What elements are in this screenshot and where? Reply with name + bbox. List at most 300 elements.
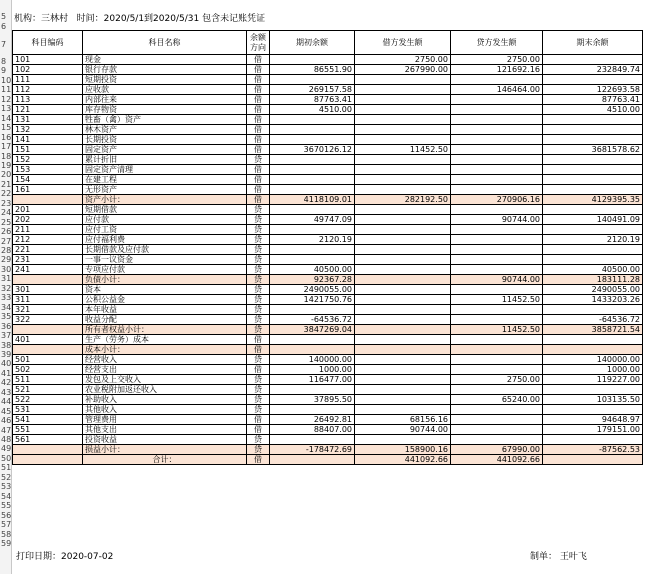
cell-dir[interactable]: 借 bbox=[247, 85, 270, 95]
row-number[interactable]: 13 bbox=[1, 104, 12, 114]
col-opening-header[interactable]: 期初余额 bbox=[270, 31, 355, 55]
cell-credit[interactable] bbox=[451, 145, 543, 155]
row-number[interactable]: 47 bbox=[1, 425, 12, 435]
row-number[interactable]: 46 bbox=[1, 416, 12, 426]
cell-opening[interactable] bbox=[270, 155, 355, 165]
cell-dir[interactable]: 借 bbox=[247, 95, 270, 105]
cell-name[interactable]: 应付福利费 bbox=[83, 235, 247, 245]
cell-name[interactable]: 固定资产清理 bbox=[83, 165, 247, 175]
cell-opening[interactable]: 92367.28 bbox=[270, 275, 355, 285]
cell-code[interactable]: 241 bbox=[13, 265, 83, 275]
cell-name[interactable]: 一事一议资金 bbox=[83, 255, 247, 265]
cell-credit[interactable]: 65240.00 bbox=[451, 395, 543, 405]
cell-credit[interactable] bbox=[451, 425, 543, 435]
cell-opening[interactable]: 88407.00 bbox=[270, 425, 355, 435]
cell-closing[interactable] bbox=[543, 75, 643, 85]
cell-code[interactable] bbox=[13, 275, 83, 285]
row-number[interactable]: 20 bbox=[1, 170, 12, 180]
cell-name[interactable]: 长期投资 bbox=[83, 135, 247, 145]
cell-closing[interactable]: 140000.00 bbox=[543, 355, 643, 365]
cell-name[interactable]: 成本小计： bbox=[83, 345, 247, 355]
row-number[interactable]: 33 bbox=[1, 293, 12, 303]
cell-closing[interactable] bbox=[543, 55, 643, 65]
row-number[interactable]: 16 bbox=[1, 132, 12, 142]
row-number[interactable]: 55 bbox=[1, 501, 12, 511]
row-number[interactable]: 42 bbox=[1, 378, 12, 388]
cell-closing[interactable]: 140491.09 bbox=[543, 215, 643, 225]
cell-code[interactable]: 212 bbox=[13, 235, 83, 245]
cell-debit[interactable] bbox=[355, 335, 451, 345]
cell-name[interactable]: 其他收入 bbox=[83, 405, 247, 415]
cell-dir[interactable]: 借 bbox=[247, 415, 270, 425]
cell-opening[interactable] bbox=[270, 115, 355, 125]
cell-dir[interactable]: 贷 bbox=[247, 295, 270, 305]
cell-code[interactable] bbox=[13, 345, 83, 355]
cell-credit[interactable] bbox=[451, 225, 543, 235]
cell-dir[interactable]: 借 bbox=[247, 345, 270, 355]
cell-code[interactable]: 131 bbox=[13, 115, 83, 125]
cell-closing[interactable]: 1000.00 bbox=[543, 365, 643, 375]
cell-opening[interactable]: 116477.00 bbox=[270, 375, 355, 385]
cell-closing[interactable]: -87562.53 bbox=[543, 445, 643, 455]
cell-closing[interactable] bbox=[543, 255, 643, 265]
cell-dir[interactable]: 贷 bbox=[247, 285, 270, 295]
cell-code[interactable]: 154 bbox=[13, 175, 83, 185]
cell-credit[interactable] bbox=[451, 105, 543, 115]
cell-code[interactable]: 511 bbox=[13, 375, 83, 385]
cell-closing[interactable] bbox=[543, 115, 643, 125]
cell-debit[interactable] bbox=[355, 265, 451, 275]
cell-opening[interactable]: 3670126.12 bbox=[270, 145, 355, 155]
cell-opening[interactable] bbox=[270, 205, 355, 215]
cell-name[interactable]: 林木资产 bbox=[83, 125, 247, 135]
cell-opening[interactable] bbox=[270, 435, 355, 445]
cell-code[interactable]: 202 bbox=[13, 215, 83, 225]
row-number[interactable]: 21 bbox=[1, 179, 12, 189]
cell-name[interactable]: 银行存款 bbox=[83, 65, 247, 75]
row-number[interactable]: 56 bbox=[1, 510, 12, 520]
cell-closing[interactable]: 3681578.62 bbox=[543, 145, 643, 155]
row-number[interactable]: 27 bbox=[1, 236, 12, 246]
cell-credit[interactable] bbox=[451, 95, 543, 105]
cell-code[interactable]: 301 bbox=[13, 285, 83, 295]
cell-name[interactable]: 应付工资 bbox=[83, 225, 247, 235]
cell-dir[interactable]: 贷 bbox=[247, 385, 270, 395]
row-number[interactable]: 11 bbox=[1, 85, 12, 95]
cell-opening[interactable] bbox=[270, 185, 355, 195]
cell-credit[interactable] bbox=[451, 75, 543, 85]
cell-name[interactable]: 长期借款及应付款 bbox=[83, 245, 247, 255]
row-number[interactable]: 36 bbox=[1, 321, 12, 331]
row-number[interactable]: 53 bbox=[1, 482, 12, 492]
cell-opening[interactable] bbox=[270, 405, 355, 415]
cell-opening[interactable]: 40500.00 bbox=[270, 265, 355, 275]
cell-dir[interactable]: 贷 bbox=[247, 315, 270, 325]
cell-credit[interactable]: 146464.00 bbox=[451, 85, 543, 95]
row-number[interactable]: 57 bbox=[1, 520, 12, 530]
cell-credit[interactable] bbox=[451, 365, 543, 375]
cell-code[interactable]: 551 bbox=[13, 425, 83, 435]
cell-code[interactable]: 101 bbox=[13, 55, 83, 65]
row-number[interactable]: 45 bbox=[1, 406, 12, 416]
cell-debit[interactable] bbox=[355, 215, 451, 225]
row-number[interactable]: 25 bbox=[1, 217, 12, 227]
cell-name[interactable]: 资产小计： bbox=[83, 195, 247, 205]
row-number[interactable]: 52 bbox=[1, 472, 12, 482]
cell-dir[interactable]: 借 bbox=[247, 115, 270, 125]
row-number[interactable]: 14 bbox=[1, 113, 12, 123]
cell-dir[interactable]: 贷 bbox=[247, 355, 270, 365]
row-number[interactable]: 8 bbox=[1, 57, 7, 66]
cell-dir[interactable]: 借 bbox=[247, 135, 270, 145]
cell-credit[interactable] bbox=[451, 415, 543, 425]
cell-credit[interactable] bbox=[451, 125, 543, 135]
cell-code[interactable]: 501 bbox=[13, 355, 83, 365]
cell-debit[interactable] bbox=[355, 115, 451, 125]
cell-debit[interactable] bbox=[355, 95, 451, 105]
cell-closing[interactable] bbox=[543, 245, 643, 255]
cell-credit[interactable]: 90744.00 bbox=[451, 215, 543, 225]
row-number[interactable]: 12 bbox=[1, 94, 12, 104]
cell-name[interactable]: 负债小计： bbox=[83, 275, 247, 285]
cell-debit[interactable] bbox=[355, 155, 451, 165]
cell-debit[interactable]: 158900.16 bbox=[355, 445, 451, 455]
cell-closing[interactable]: 1433203.26 bbox=[543, 295, 643, 305]
cell-debit[interactable] bbox=[355, 85, 451, 95]
cell-debit[interactable]: 282192.50 bbox=[355, 195, 451, 205]
cell-code[interactable]: 521 bbox=[13, 385, 83, 395]
cell-credit[interactable] bbox=[451, 155, 543, 165]
cell-code[interactable]: 141 bbox=[13, 135, 83, 145]
cell-debit[interactable] bbox=[355, 135, 451, 145]
cell-debit[interactable]: 11452.50 bbox=[355, 145, 451, 155]
cell-debit[interactable]: 2750.00 bbox=[355, 55, 451, 65]
cell-debit[interactable]: 68156.16 bbox=[355, 415, 451, 425]
cell-debit[interactable] bbox=[355, 75, 451, 85]
cell-closing[interactable] bbox=[543, 385, 643, 395]
cell-name[interactable]: 公积公益金 bbox=[83, 295, 247, 305]
cell-code[interactable]: 201 bbox=[13, 205, 83, 215]
cell-credit[interactable] bbox=[451, 385, 543, 395]
cell-dir[interactable]: 贷 bbox=[247, 265, 270, 275]
cell-code[interactable]: 221 bbox=[13, 245, 83, 255]
cell-dir[interactable]: 借 bbox=[247, 365, 270, 375]
cell-credit[interactable] bbox=[451, 115, 543, 125]
row-number[interactable]: 38 bbox=[1, 340, 12, 350]
row-number[interactable]: 6 bbox=[1, 22, 7, 31]
cell-name[interactable]: 累计折旧 bbox=[83, 155, 247, 165]
cell-opening[interactable] bbox=[270, 305, 355, 315]
cell-debit[interactable] bbox=[355, 245, 451, 255]
cell-dir[interactable]: 借 bbox=[247, 455, 270, 465]
cell-opening[interactable] bbox=[270, 255, 355, 265]
row-number[interactable]: 58 bbox=[1, 529, 12, 539]
cell-debit[interactable]: 267990.00 bbox=[355, 65, 451, 75]
cell-dir[interactable]: 贷 bbox=[247, 155, 270, 165]
cell-opening[interactable]: 87763.41 bbox=[270, 95, 355, 105]
cell-opening[interactable] bbox=[270, 335, 355, 345]
cell-credit[interactable]: 2750.00 bbox=[451, 375, 543, 385]
cell-dir[interactable]: 贷 bbox=[247, 445, 270, 455]
cell-credit[interactable]: 11452.50 bbox=[451, 325, 543, 335]
cell-closing[interactable]: 179151.00 bbox=[543, 425, 643, 435]
cell-closing[interactable]: 103135.50 bbox=[543, 395, 643, 405]
cell-credit[interactable] bbox=[451, 245, 543, 255]
cell-dir[interactable]: 贷 bbox=[247, 435, 270, 445]
cell-code[interactable]: 311 bbox=[13, 295, 83, 305]
cell-credit[interactable]: 90744.00 bbox=[451, 275, 543, 285]
cell-name[interactable]: 本年收益 bbox=[83, 305, 247, 315]
cell-code[interactable]: 321 bbox=[13, 305, 83, 315]
cell-credit[interactable] bbox=[451, 335, 543, 345]
cell-dir[interactable]: 贷 bbox=[247, 235, 270, 245]
cell-closing[interactable] bbox=[543, 335, 643, 345]
row-number[interactable]: 10 bbox=[1, 75, 12, 85]
cell-code[interactable] bbox=[13, 455, 83, 465]
col-code-header[interactable]: 科目编码 bbox=[13, 31, 83, 55]
cell-debit[interactable] bbox=[355, 235, 451, 245]
cell-debit[interactable] bbox=[355, 205, 451, 215]
cell-opening[interactable] bbox=[270, 175, 355, 185]
cell-code[interactable]: 113 bbox=[13, 95, 83, 105]
cell-code[interactable]: 401 bbox=[13, 335, 83, 345]
row-number[interactable]: 59 bbox=[1, 538, 12, 548]
cell-debit[interactable] bbox=[355, 225, 451, 235]
row-number[interactable]: 26 bbox=[1, 227, 12, 237]
cell-code[interactable]: 152 bbox=[13, 155, 83, 165]
cell-closing[interactable] bbox=[543, 455, 643, 465]
row-number[interactable]: 19 bbox=[1, 160, 12, 170]
cell-name[interactable]: 经营收入 bbox=[83, 355, 247, 365]
cell-code[interactable]: 541 bbox=[13, 415, 83, 425]
row-number[interactable]: 23 bbox=[1, 198, 12, 208]
cell-name[interactable]: 管理费用 bbox=[83, 415, 247, 425]
row-number[interactable]: 28 bbox=[1, 246, 12, 255]
cell-credit[interactable] bbox=[451, 185, 543, 195]
cell-opening[interactable]: 4118109.01 bbox=[270, 195, 355, 205]
cell-name[interactable]: 专项应付款 bbox=[83, 265, 247, 275]
cell-dir[interactable]: 借 bbox=[247, 165, 270, 175]
cell-closing[interactable] bbox=[543, 305, 643, 315]
cell-code[interactable]: 231 bbox=[13, 255, 83, 265]
cell-dir[interactable]: 借 bbox=[247, 335, 270, 345]
cell-dir[interactable]: 借 bbox=[247, 195, 270, 205]
cell-code[interactable]: 502 bbox=[13, 365, 83, 375]
cell-credit[interactable]: 121692.16 bbox=[451, 65, 543, 75]
row-number[interactable]: 54 bbox=[1, 491, 12, 501]
cell-closing[interactable] bbox=[543, 205, 643, 215]
cell-code[interactable] bbox=[13, 195, 83, 205]
col-credit-header[interactable]: 贷方发生额 bbox=[451, 31, 543, 55]
cell-debit[interactable] bbox=[355, 345, 451, 355]
cell-closing[interactable]: 119227.00 bbox=[543, 375, 643, 385]
cell-name[interactable]: 内部往来 bbox=[83, 95, 247, 105]
row-number[interactable]: 44 bbox=[1, 397, 12, 407]
cell-debit[interactable] bbox=[355, 325, 451, 335]
cell-dir[interactable]: 贷 bbox=[247, 225, 270, 235]
cell-name[interactable]: 投资收益 bbox=[83, 435, 247, 445]
row-number[interactable]: 24 bbox=[1, 208, 12, 218]
cell-credit[interactable] bbox=[451, 285, 543, 295]
cell-credit[interactable] bbox=[451, 315, 543, 325]
cell-opening[interactable] bbox=[270, 245, 355, 255]
cell-closing[interactable] bbox=[543, 175, 643, 185]
cell-dir[interactable]: 贷 bbox=[247, 305, 270, 315]
cell-dir[interactable]: 借 bbox=[247, 175, 270, 185]
cell-debit[interactable] bbox=[355, 385, 451, 395]
cell-dir[interactable]: 借 bbox=[247, 75, 270, 85]
cell-closing[interactable] bbox=[543, 135, 643, 145]
cell-credit[interactable] bbox=[451, 305, 543, 315]
cell-debit[interactable] bbox=[355, 305, 451, 315]
cell-credit[interactable]: 67990.00 bbox=[451, 445, 543, 455]
cell-dir[interactable]: 贷 bbox=[247, 275, 270, 285]
row-number[interactable]: 29 bbox=[1, 255, 12, 265]
cell-code[interactable]: 522 bbox=[13, 395, 83, 405]
cell-debit[interactable] bbox=[355, 295, 451, 305]
cell-code[interactable]: 322 bbox=[13, 315, 83, 325]
cell-name[interactable]: 收益分配 bbox=[83, 315, 247, 325]
cell-opening[interactable]: 1000.00 bbox=[270, 365, 355, 375]
cell-name[interactable]: 补助收入 bbox=[83, 395, 247, 405]
cell-dir[interactable]: 借 bbox=[247, 425, 270, 435]
cell-debit[interactable] bbox=[355, 255, 451, 265]
cell-closing[interactable] bbox=[543, 185, 643, 195]
cell-debit[interactable] bbox=[355, 185, 451, 195]
cell-code[interactable]: 121 bbox=[13, 105, 83, 115]
cell-name[interactable]: 损益小计： bbox=[83, 445, 247, 455]
cell-name[interactable]: 资本 bbox=[83, 285, 247, 295]
cell-debit[interactable] bbox=[355, 375, 451, 385]
cell-name[interactable]: 短期投资 bbox=[83, 75, 247, 85]
cell-credit[interactable] bbox=[451, 255, 543, 265]
cell-credit[interactable] bbox=[451, 345, 543, 355]
cell-opening[interactable]: 2490055.00 bbox=[270, 285, 355, 295]
cell-opening[interactable]: 3847269.04 bbox=[270, 325, 355, 335]
cell-debit[interactable] bbox=[355, 105, 451, 115]
cell-closing[interactable] bbox=[543, 345, 643, 355]
cell-dir[interactable]: 借 bbox=[247, 145, 270, 155]
cell-name[interactable]: 合计： bbox=[83, 455, 247, 465]
cell-name[interactable]: 经营支出 bbox=[83, 365, 247, 375]
cell-credit[interactable] bbox=[451, 135, 543, 145]
row-number[interactable]: 34 bbox=[1, 302, 12, 312]
cell-closing[interactable] bbox=[543, 125, 643, 135]
cell-closing[interactable]: 122693.58 bbox=[543, 85, 643, 95]
row-number[interactable]: 41 bbox=[1, 368, 12, 378]
cell-opening[interactable]: 86551.90 bbox=[270, 65, 355, 75]
row-number[interactable]: 22 bbox=[1, 189, 12, 199]
cell-dir[interactable]: 借 bbox=[247, 105, 270, 115]
cell-closing[interactable] bbox=[543, 165, 643, 175]
cell-closing[interactable]: 2490055.00 bbox=[543, 285, 643, 295]
cell-opening[interactable] bbox=[270, 455, 355, 465]
cell-code[interactable]: 161 bbox=[13, 185, 83, 195]
cell-code[interactable]: 112 bbox=[13, 85, 83, 95]
cell-code[interactable]: 153 bbox=[13, 165, 83, 175]
cell-opening[interactable] bbox=[270, 55, 355, 65]
row-number[interactable]: 7 bbox=[1, 40, 7, 49]
row-number[interactable]: 17 bbox=[1, 142, 12, 152]
cell-opening[interactable] bbox=[270, 125, 355, 135]
cell-name[interactable]: 无形资产 bbox=[83, 185, 247, 195]
cell-opening[interactable]: 140000.00 bbox=[270, 355, 355, 365]
cell-debit[interactable] bbox=[355, 395, 451, 405]
cell-closing[interactable]: 3858721.54 bbox=[543, 325, 643, 335]
cell-debit[interactable] bbox=[355, 315, 451, 325]
cell-closing[interactable] bbox=[543, 435, 643, 445]
cell-name[interactable]: 在建工程 bbox=[83, 175, 247, 185]
cell-opening[interactable] bbox=[270, 75, 355, 85]
cell-dir[interactable]: 借 bbox=[247, 125, 270, 135]
row-number[interactable]: 48 bbox=[1, 435, 12, 444]
cell-code[interactable]: 132 bbox=[13, 125, 83, 135]
cell-opening[interactable] bbox=[270, 345, 355, 355]
cell-dir[interactable]: 贷 bbox=[247, 245, 270, 255]
cell-closing[interactable]: 2120.19 bbox=[543, 235, 643, 245]
cell-closing[interactable]: 183111.28 bbox=[543, 275, 643, 285]
cell-debit[interactable] bbox=[355, 175, 451, 185]
cell-code[interactable] bbox=[13, 445, 83, 455]
cell-opening[interactable]: -178472.69 bbox=[270, 445, 355, 455]
cell-name[interactable]: 生产（劳务）成本 bbox=[83, 335, 247, 345]
cell-code[interactable]: 561 bbox=[13, 435, 83, 445]
cell-closing[interactable]: 4129395.35 bbox=[543, 195, 643, 205]
cell-opening[interactable]: -64536.72 bbox=[270, 315, 355, 325]
cell-name[interactable]: 所有者权益小计： bbox=[83, 325, 247, 335]
cell-closing[interactable]: -64536.72 bbox=[543, 315, 643, 325]
cell-name[interactable]: 固定资产 bbox=[83, 145, 247, 155]
cell-credit[interactable] bbox=[451, 165, 543, 175]
cell-credit[interactable] bbox=[451, 405, 543, 415]
cell-closing[interactable]: 232849.74 bbox=[543, 65, 643, 75]
cell-name[interactable]: 农业税附加返还收入 bbox=[83, 385, 247, 395]
cell-credit[interactable] bbox=[451, 355, 543, 365]
cell-credit[interactable]: 270906.16 bbox=[451, 195, 543, 205]
cell-credit[interactable]: 441092.66 bbox=[451, 455, 543, 465]
cell-opening[interactable]: 26492.81 bbox=[270, 415, 355, 425]
cell-opening[interactable]: 269157.58 bbox=[270, 85, 355, 95]
cell-dir[interactable]: 贷 bbox=[247, 215, 270, 225]
cell-opening[interactable]: 4510.00 bbox=[270, 105, 355, 115]
cell-credit[interactable]: 11452.50 bbox=[451, 295, 543, 305]
row-number[interactable]: 5 bbox=[1, 12, 7, 21]
cell-name[interactable]: 牲畜（禽）资产 bbox=[83, 115, 247, 125]
cell-name[interactable]: 短期借款 bbox=[83, 205, 247, 215]
cell-dir[interactable]: 贷 bbox=[247, 395, 270, 405]
cell-name[interactable]: 现金 bbox=[83, 55, 247, 65]
cell-debit[interactable]: 90744.00 bbox=[355, 425, 451, 435]
row-number[interactable]: 15 bbox=[1, 123, 12, 133]
col-debit-header[interactable]: 借方发生额 bbox=[355, 31, 451, 55]
cell-closing[interactable] bbox=[543, 225, 643, 235]
cell-credit[interactable] bbox=[451, 435, 543, 445]
cell-dir[interactable]: 借 bbox=[247, 55, 270, 65]
cell-debit[interactable] bbox=[355, 285, 451, 295]
cell-debit[interactable] bbox=[355, 275, 451, 285]
cell-code[interactable]: 102 bbox=[13, 65, 83, 75]
cell-dir[interactable]: 贷 bbox=[247, 205, 270, 215]
row-number[interactable]: 18 bbox=[1, 151, 12, 161]
cell-dir[interactable]: 借 bbox=[247, 65, 270, 75]
cell-name[interactable]: 应付款 bbox=[83, 215, 247, 225]
cell-debit[interactable] bbox=[355, 165, 451, 175]
cell-debit[interactable] bbox=[355, 125, 451, 135]
row-number[interactable]: 37 bbox=[1, 331, 12, 341]
cell-name[interactable]: 发包及上交收入 bbox=[83, 375, 247, 385]
cell-closing[interactable]: 87763.41 bbox=[543, 95, 643, 105]
cell-credit[interactable] bbox=[451, 265, 543, 275]
